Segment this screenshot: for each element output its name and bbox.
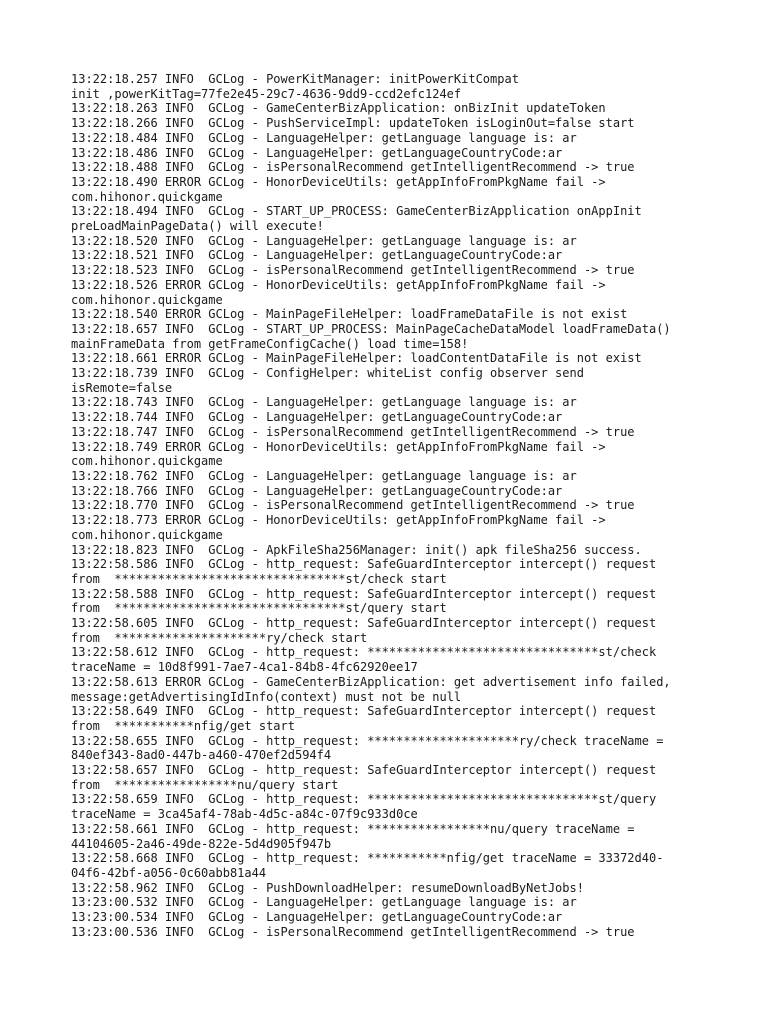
- log-line: 13:22:18.743 INFO GCLog - LanguageHelper: getLanguage language is: ar: [71, 395, 577, 410]
- log-line: 13:22:58.962 INFO GCLog - PushDownloadHelper: resumeDownloadByNetJobs!: [71, 880, 584, 895]
- log-line: 13:22:18.744 INFO GCLog - LanguageHelper: getLanguageCountryCode:ar: [71, 410, 563, 425]
- log-line: from ********************************st/check start: [71, 571, 447, 586]
- log-line: 13:22:18.257 INFO GCLog - PowerKitManager: initPowerKitCompat: [71, 72, 519, 86]
- log-line: 840ef343-8ad0-447b-a460-470ef2d594f4: [71, 748, 332, 763]
- log-line: 13:22:58.605 INFO GCLog - http_request: SafeGuardInterceptor intercept() request: [71, 616, 657, 631]
- log-line: 13:22:58.659 INFO GCLog - http_request: ********************************st/query: [71, 792, 657, 807]
- log-line: 13:22:18.490 ERROR GCLog - HonorDeviceUtils: getAppInfoFromPkgName fail ->: [71, 174, 606, 189]
- log-line: init ,powerKitTag=77fe2e45-29c7-4636-9dd9-ccd2efc124ef: [71, 86, 462, 101]
- log-line: message:getAdvertisingIdInfo(context) must not be null: [71, 689, 462, 704]
- log-line: 44104605-2a46-49de-822e-5d4d905f947b: [71, 836, 332, 851]
- log-line: 13:22:18.263 INFO GCLog - GameCenterBizApplication: onBizInit updateToken: [71, 101, 606, 116]
- log-line: 13:23:00.532 INFO GCLog - LanguageHelper: getLanguage language is: ar: [71, 895, 577, 910]
- log-line: 13:22:58.655 INFO GCLog - http_request: *********************ry/check traceName =: [71, 733, 664, 748]
- log-line: from *********************ry/check start: [71, 630, 368, 645]
- log-line: com.hihonor.quickgame: [71, 292, 223, 307]
- log-line: com.hihonor.quickgame: [71, 189, 223, 204]
- log-line: 13:23:00.534 INFO GCLog - LanguageHelper: getLanguageCountryCode:ar: [71, 910, 563, 925]
- log-line: 13:22:18.521 INFO GCLog - LanguageHelper: getLanguageCountryCode:ar: [71, 248, 563, 263]
- log-line: 13:22:58.649 INFO GCLog - http_request: SafeGuardInterceptor intercept() request: [71, 704, 657, 719]
- log-line: 13:22:18.749 ERROR GCLog - HonorDeviceUtils: getAppInfoFromPkgName fail ->: [71, 439, 606, 454]
- log-line: 13:22:18.823 INFO GCLog - ApkFileSha256Manager: init() apk fileSha256 success.: [71, 542, 642, 557]
- log-line: 13:22:18.484 INFO GCLog - LanguageHelper: getLanguage language is: ar: [71, 130, 577, 145]
- log-line: traceName = 10d8f991-7ae7-4ca1-84b8-4fc62920ee17: [71, 660, 418, 675]
- log-line: 13:22:58.657 INFO GCLog - http_request: SafeGuardInterceptor intercept() request: [71, 763, 657, 778]
- log-line: 13:22:18.762 INFO GCLog - LanguageHelper: getLanguage language is: ar: [71, 468, 577, 483]
- log-line: 13:22:18.766 INFO GCLog - LanguageHelper: getLanguageCountryCode:ar: [71, 483, 563, 498]
- log-line: 13:22:18.520 INFO GCLog - LanguageHelper: getLanguage language is: ar: [71, 233, 577, 248]
- log-line: 13:22:18.526 ERROR GCLog - HonorDeviceUtils: getAppInfoFromPkgName fail ->: [71, 277, 606, 292]
- log-line: 13:22:58.668 INFO GCLog - http_request: ***********nfig/get traceName = 33372d40-: [71, 851, 664, 866]
- log-line: 13:22:18.540 ERROR GCLog - MainPageFileHelper: loadFrameDataFile is not exist: [71, 307, 628, 322]
- log-line: 13:22:18.488 INFO GCLog - isPersonalRecommend getIntelligentRecommend -> true: [71, 160, 635, 175]
- log-line: from *****************nu/query start: [71, 777, 339, 792]
- log-line: 13:22:58.586 INFO GCLog - http_request: SafeGuardInterceptor intercept() request: [71, 557, 657, 572]
- log-line: 13:22:18.747 INFO GCLog - isPersonalRecommend getIntelligentRecommend -> true: [71, 424, 635, 439]
- log-line: 13:22:18.739 INFO GCLog - ConfigHelper: whiteList config observer send: [71, 366, 584, 381]
- log-line: isRemote=false: [71, 380, 173, 395]
- log-line: com.hihonor.quickgame: [71, 527, 223, 542]
- log-line: 13:22:18.266 INFO GCLog - PushServiceImpl: updateToken isLoginOut=false start: [71, 116, 635, 131]
- log-line: 13:22:58.612 INFO GCLog - http_request: ********************************st/check: [71, 645, 657, 660]
- log-line: preLoadMainPageData() will execute!: [71, 219, 324, 234]
- log-line: 13:22:18.773 ERROR GCLog - HonorDeviceUtils: getAppInfoFromPkgName fail ->: [71, 513, 606, 528]
- log-line: 13:22:18.523 INFO GCLog - isPersonalRecommend getIntelligentRecommend -> true: [71, 263, 635, 278]
- log-line: mainFrameData from getFrameConfigCache() load time=158!: [71, 336, 469, 351]
- log-line: 13:22:18.486 INFO GCLog - LanguageHelper: getLanguageCountryCode:ar: [71, 145, 563, 160]
- log-line: from ***********nfig/get start: [71, 718, 295, 733]
- log-document: [71, 72, 711, 939]
- log-line: 13:22:18.770 INFO GCLog - isPersonalRecommend getIntelligentRecommend -> true: [71, 498, 635, 513]
- log-line: 13:22:18.494 INFO GCLog - START_UP_PROCESS: GameCenterBizApplication onAppInit: [71, 204, 642, 219]
- log-line: traceName = 3ca45af4-78ab-4d5c-a84c-07f9c933d0ce: [71, 807, 418, 822]
- log-line: 13:23:00.536 INFO GCLog - isPersonalRecommend getIntelligentRecommend -> true: [71, 924, 635, 939]
- log-line: 13:22:58.588 INFO GCLog - http_request: SafeGuardInterceptor intercept() request: [71, 586, 657, 601]
- log-line: 04f6-42bf-a056-0c60abb81a44: [71, 865, 267, 880]
- log-line: 13:22:58.661 INFO GCLog - http_request: *****************nu/query traceName =: [71, 821, 635, 836]
- log-line: from ********************************st/query start: [71, 601, 447, 616]
- log-line: 13:22:18.661 ERROR GCLog - MainPageFileHelper: loadContentDataFile is not exist: [71, 351, 642, 366]
- log-line: 13:22:58.613 ERROR GCLog - GameCenterBizApplication: get advertisement info failed,: [71, 674, 671, 689]
- log-line: 13:22:18.657 INFO GCLog - START_UP_PROCESS: MainPageCacheDataModel loadFrameData(): [71, 321, 671, 336]
- log-line: com.hihonor.quickgame: [71, 454, 223, 469]
